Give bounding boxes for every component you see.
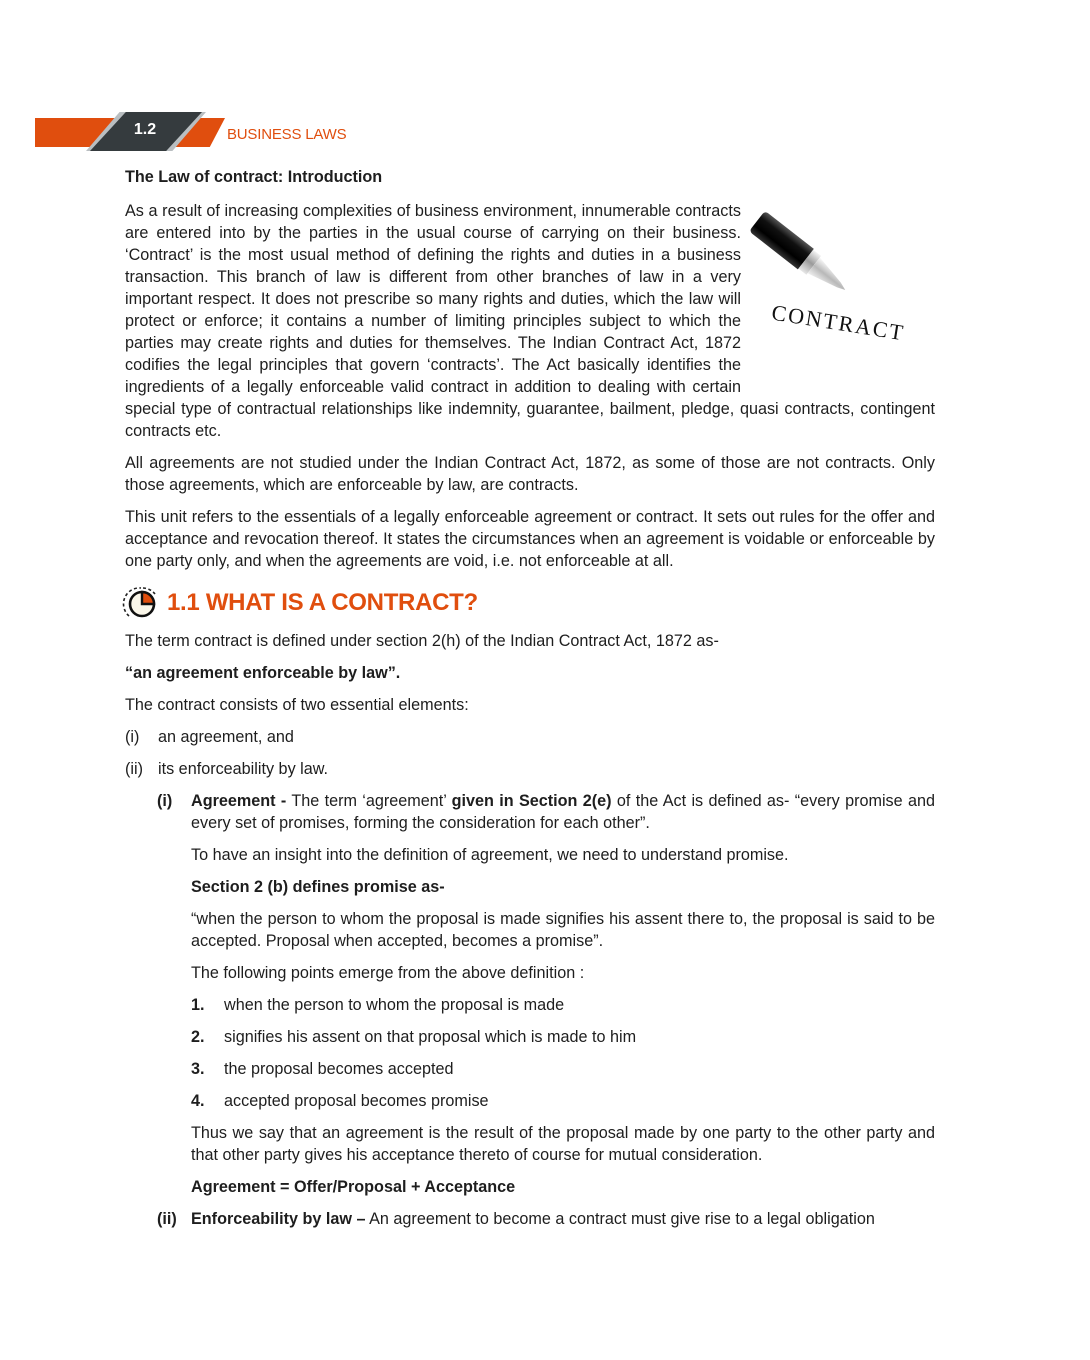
enforceability-block: (ii) Enforceability by law – An agreement to become a contract must give rise to a legal obligation (157, 1208, 935, 1240)
pen-icon (749, 211, 852, 299)
point-item: 2. signifies his assent on that proposal which is made to him (191, 1028, 637, 1046)
contract-pen-image (751, 208, 941, 390)
agreement-conclusion: Thus we say that an agreement is the result of the proposal made by one party to the other party and that other party gives his acceptance thereto of course for mutual consideration. (191, 1124, 935, 1164)
page-number: 1.2 (133, 121, 157, 138)
section-title: 1.1 WHAT IS A CONTRACT? (167, 589, 478, 616)
points-intro: The following points emerge from the above definition : (191, 964, 585, 982)
agreement-insight: To have an insight into the definition of agreement, we need to understand promise. (191, 846, 789, 864)
definition-quote: “an agreement enforceable by law”. (125, 664, 401, 682)
element-item: (ii) its enforceability by law. (125, 760, 329, 778)
contract-word: CONTRACT (769, 299, 907, 346)
point-item: 1. when the person to whom the proposal is made (191, 996, 565, 1014)
promise-heading: Section 2 (b) defines promise as- (191, 878, 445, 896)
definition-intro: The term contract is defined under section 2(h) of the Indian Contract Act, 1872 as- (125, 632, 719, 650)
element-item: (i) an agreement, and (125, 728, 294, 746)
section-heading (121, 586, 935, 620)
page-content (125, 166, 935, 1240)
agreement-formula: Agreement = Offer/Proposal + Acceptance (191, 1178, 516, 1196)
intro-heading: The Law of contract: Introduction (125, 168, 383, 186)
intro-paragraph-3: This unit refers to the essentials of a legally enforceable agreement or contract. It sets out rules for the offer and acceptance and revocation thereof. It states the circumstances when an agreement is voidable or enforceable by one party only, and when the agreements are void, i.e. not enforceable at all. (125, 508, 935, 570)
agreement-definition: Agreement - The term ‘agreement’ given in Section 2(e) of the Act is defined as- “every promise and every set of promises, forming the consideration for each other”. (191, 792, 935, 832)
clock-pie-icon (121, 586, 159, 620)
agreement-block: (i) Agreement - The term ‘agreement’ given in Section 2(e) of the Act is defined as- “every promise and every set of promises, forming the consideration for each other”. To have an insight into the definition of agreement, we need to understand promise. Section 2 (b) defines promise as- “when the person to whom the proposal is made signifies his assent there to, the proposal is said to be accepted. Proposal when accepted, becomes a promise”. The following points emerge from the above definition : 1. when the person to whom the proposal is made 2. signifies his assent on that proposal which is made to him 3. the proposal becomes accepted 4. accepted proposal becomes promise Thus we say that an agreement is the result of the proposal made by one party to the other party and that other party gives his acceptance thereto of course for mutual consideration. Agreement = Offer/Proposal + Acceptance (157, 792, 935, 1196)
intro-paragraph-2: All agreements are not studied under the Indian Contract Act, 1872, as some of those are not contracts. Only those agreements, which are enforceable by law, are contracts. (125, 454, 935, 494)
enforceability-text: Enforceability by law – An agreement to become a contract must give rise to a legal obligation (191, 1210, 875, 1228)
elements-intro: The contract consists of two essential elements: (125, 696, 469, 714)
book-title: BUSINESS LAWS (227, 126, 347, 143)
intro-paragraph-1: CONTRACT As a result of increasing complexities of business environment, innumerable contracts are entered into by the parties in the usual course of carrying on their business. ‘Contract’ is the most usual method of defining the rights and duties in a business transaction. This branch of law is different from other branches of law in a very important respect. It does not prescribe so many rights and duties, which the law will protect or enforce; it contains a number of limiting principles subject to which the parties may create rights and duties for themselves. The Indian Contract Act, 1872 codifies the legal principles that govern ‘contracts’. The Act basically identifies the ingredients of a legally enforceable valid contract in addition to dealing with certain special type of contractual relationships like indemnity, guarantee, bailment, pledge, quasi contracts, contingent contracts etc. (125, 200, 935, 442)
promise-quote: “when the person to whom the proposal is made signifies his assent there to, the proposal is said to be accepted. Proposal when accepted, becomes a promise”. (191, 910, 935, 950)
point-item: 4. accepted proposal becomes promise (191, 1092, 489, 1110)
point-item: 3. the proposal becomes accepted (191, 1060, 454, 1078)
